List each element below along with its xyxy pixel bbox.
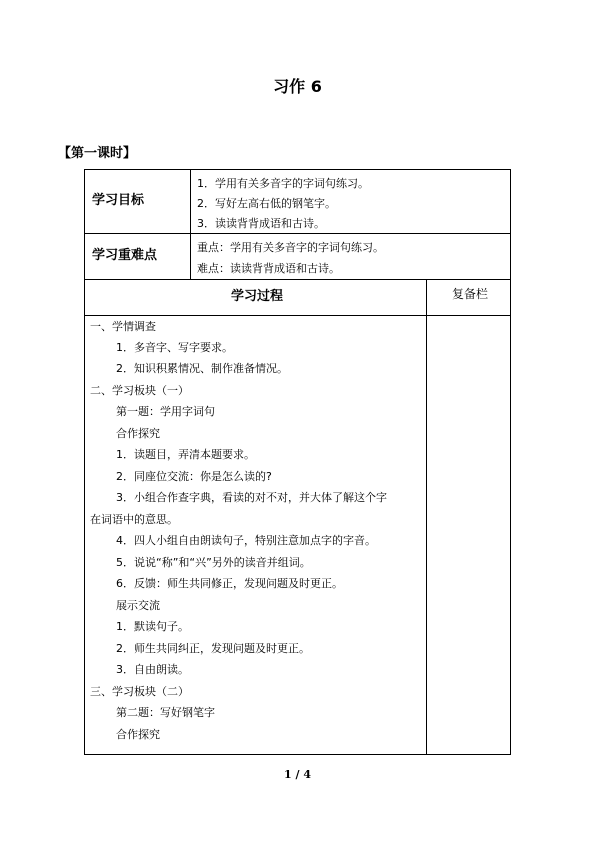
row-divider-objectives bbox=[84, 233, 511, 234]
row-divider-keypoints bbox=[84, 279, 511, 280]
process-line: 1．默读句子。 bbox=[116, 620, 189, 633]
key-point-item: 重点：学用有关多音字的字词句练习。 bbox=[197, 241, 384, 254]
process-line: 合作探究 bbox=[116, 728, 160, 741]
lesson-section-label: 【第一课时】 bbox=[58, 146, 137, 161]
process-line: 4．四人小组自由朗读句子，特别注意加点字的字音。 bbox=[116, 534, 376, 547]
process-line: 6．反馈：师生共同修正，发现问题及时更正。 bbox=[116, 577, 343, 590]
process-line: 一、学情调查 bbox=[90, 320, 156, 333]
process-line: 在词语中的意思。 bbox=[90, 513, 178, 526]
process-line: 3．小组合作查字典，看读的对不对，并大体了解这个字 bbox=[116, 491, 387, 504]
objective-item: 1．学用有关多音字的字词句练习。 bbox=[197, 177, 369, 190]
process-line: 3．自由朗读。 bbox=[116, 663, 189, 676]
col-divider-label bbox=[190, 169, 191, 279]
process-line: 1．读题目，弄清本题要求。 bbox=[116, 448, 255, 461]
objectives-label: 学习目标 bbox=[92, 193, 145, 208]
process-line: 第二题：写好钢笔字 bbox=[116, 706, 215, 719]
side-notes-header: 复备栏 bbox=[452, 287, 489, 301]
objective-item: 2．写好左高右低的钢笔字。 bbox=[197, 197, 336, 210]
process-line: 第一题：学用字词句 bbox=[116, 405, 215, 418]
page-number: 1 / 4 bbox=[284, 768, 311, 781]
process-line: 1．多音字、写字要求。 bbox=[116, 341, 233, 354]
process-line: 2．知识积累情况、制作准备情况。 bbox=[116, 362, 288, 375]
key-points-label: 学习重难点 bbox=[92, 248, 158, 263]
key-point-item: 难点：读读背背成语和古诗。 bbox=[197, 262, 340, 275]
process-line: 5．说说“称”和“兴”另外的读音并组词。 bbox=[116, 556, 311, 569]
page-title: 习作 6 bbox=[273, 77, 322, 96]
row-divider-process-header bbox=[84, 315, 511, 316]
process-line: 展示交流 bbox=[116, 599, 160, 612]
process-line: 合作探究 bbox=[116, 427, 160, 440]
objective-item: 3．读读背背成语和古诗。 bbox=[197, 217, 325, 230]
process-line: 2．同座位交流：你是怎么读的? bbox=[116, 470, 272, 483]
col-divider-side bbox=[426, 279, 427, 755]
process-line: 三、学习板块（二） bbox=[90, 685, 189, 698]
process-line: 2．师生共同纠正，发现问题及时更正。 bbox=[116, 642, 310, 655]
process-line: 二、学习板块（一） bbox=[90, 384, 189, 397]
process-header: 学习过程 bbox=[231, 289, 284, 304]
